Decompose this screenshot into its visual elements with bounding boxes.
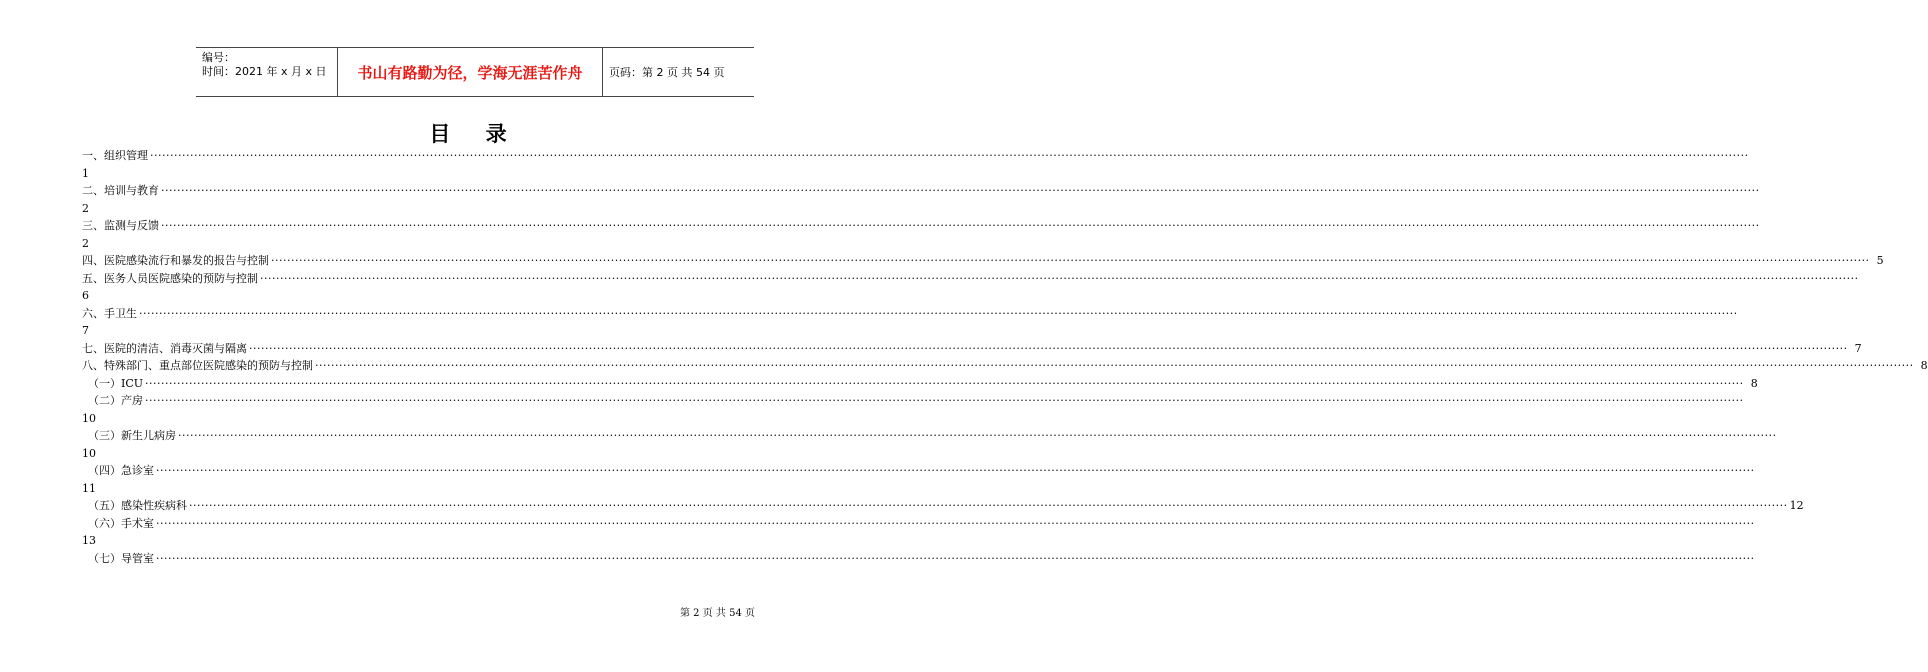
toc-entry[interactable]: [82, 427, 1777, 445]
table-of-contents: [82, 147, 1928, 567]
toc-entry-page: 5: [1876, 254, 1884, 267]
toc-entry[interactable]: [82, 357, 1928, 375]
toc-entry[interactable]: [82, 182, 1760, 200]
toc-entry[interactable]: [82, 550, 1755, 568]
toc-entry-page: 7: [1854, 341, 1862, 355]
toc-entry-label: 一、组织管理: [82, 149, 148, 162]
toc-wrapped-page: 1: [82, 166, 89, 180]
toc-leader-dots: ················································································································································································································································································································································································································: [156, 551, 1755, 565]
toc-entry-label: （三）新生儿病房: [88, 429, 176, 442]
toc-wrapped-page: 13: [82, 534, 96, 547]
header-number-label: 编号：: [202, 51, 235, 64]
toc-entry[interactable]: [82, 462, 1755, 480]
toc-entry-label: （七）导管室: [88, 551, 154, 565]
toc-entry[interactable]: [82, 270, 1859, 288]
toc-wrapped-page: 7: [82, 324, 89, 337]
document-header: [196, 47, 754, 97]
header-time-label: 时间：2021 年 x 月 x 日: [202, 65, 327, 78]
toc-entry[interactable]: [82, 217, 1760, 235]
toc-entry-label: （六）手术室: [88, 516, 154, 530]
toc-wrapped-page: 2: [82, 201, 89, 215]
toc-leader-dots: ················································································································································································································································································································································································································: [156, 516, 1755, 530]
toc-entry[interactable]: [82, 305, 1738, 323]
toc-entry-label: 六、手卫生: [82, 306, 137, 320]
toc-entry[interactable]: [82, 375, 1758, 393]
toc-leader-dots: ················································································································································································································································································································································································································: [260, 271, 1859, 285]
toc-entry-label: 五、医务人员医院感染的预防与控制: [82, 271, 258, 285]
toc-entry-label: 二、培训与教育: [82, 184, 159, 197]
toc-entry[interactable]: [82, 252, 1884, 270]
toc-entry[interactable]: [82, 340, 1862, 358]
toc-entry-label: （二）产房: [88, 394, 143, 407]
toc-entry-page: 12: [1789, 499, 1804, 512]
toc-entry-label: 四、医院感染流行和暴发的报告与控制: [82, 254, 269, 267]
toc-leader-dots: ················································································································································································································································································································································································································: [150, 149, 1749, 162]
toc-entry-label: 三、监测与反馈: [82, 219, 159, 232]
toc-leader-dots: ················································································································································································································································································································································································································: [161, 184, 1760, 197]
toc-leader-dots: ················································································································································································································································································································································································································: [161, 219, 1760, 232]
toc-leader-dots: ················································································································································································································································································································································································································: [156, 464, 1755, 477]
toc-entry-label: （五）感染性疾病科: [88, 499, 187, 512]
toc-entry-label: （四）急诊室: [88, 464, 154, 477]
toc-wrapped-page: 10: [82, 446, 96, 460]
toc-leader-dots: ················································································································································································································································································································································································································: [145, 376, 1744, 390]
toc-wrapped-page: 11: [82, 481, 96, 495]
header-page-info: 页码：第 2 页 共 54 页: [609, 66, 725, 79]
toc-leader-dots: ················································································································································································································································································································································································································: [271, 254, 1870, 267]
toc-entry[interactable]: [82, 392, 1744, 410]
toc-leader-dots: ················································································································································································································································································································································································································: [139, 306, 1738, 320]
toc-leader-dots: ················································································································································································································································································································································································································: [145, 394, 1744, 407]
toc-wrapped-page: 6: [82, 289, 89, 302]
header-meta: [196, 48, 338, 96]
toc-entry[interactable]: [82, 147, 1749, 165]
toc-entry-label: 七、医院的清洁、消毒灭菌与隔离: [82, 341, 247, 355]
toc-leader-dots: ················································································································································································································································································································································································································: [315, 359, 1914, 372]
toc-wrapped-page: 10: [82, 411, 96, 425]
toc-entry-page: 8: [1920, 359, 1928, 372]
page-title: 目 录: [429, 122, 521, 146]
toc-entry-label: 八、特殊部门、重点部位医院感染的预防与控制: [82, 359, 313, 372]
page-footer: 第 2 页 共 54 页: [680, 608, 755, 619]
toc-entry[interactable]: [82, 497, 1804, 515]
toc-leader-dots: ················································································································································································································································································································································································································: [178, 429, 1777, 442]
toc-entry-label: （一）ICU: [88, 376, 144, 390]
header-motto: 书山有路勤为径，学海无涯苦作舟: [338, 48, 603, 96]
toc-leader-dots: ················································································································································································································································································································································································································: [189, 499, 1788, 512]
toc-entry[interactable]: [82, 515, 1755, 533]
toc-leader-dots: ················································································································································································································································································································································································································: [249, 341, 1848, 355]
toc-entry-page: 8: [1750, 376, 1758, 390]
toc-wrapped-page: 2: [82, 236, 89, 250]
